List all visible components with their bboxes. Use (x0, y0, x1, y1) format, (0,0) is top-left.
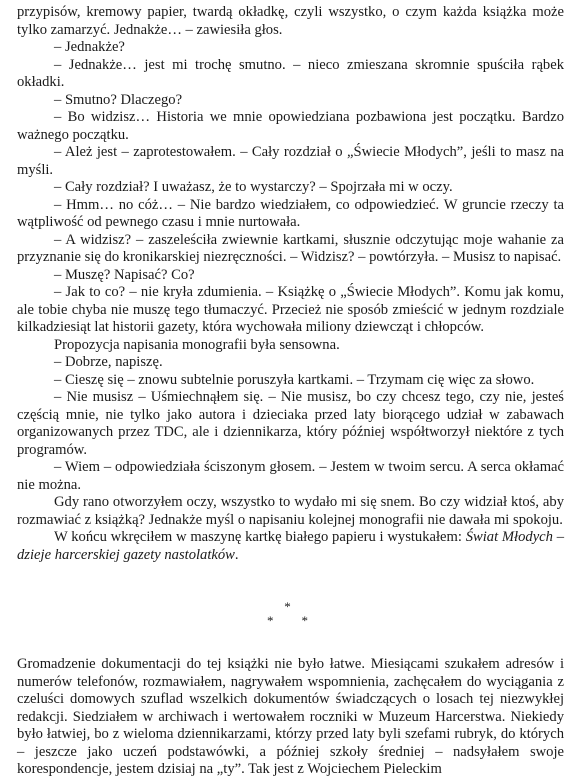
next-section-body (17, 656, 564, 779)
paragraph: – Dobrze, napiszę. (54, 354, 163, 370)
paragraph: – Ależ jest – zaprotestowałem. – Cały rozdział o „Świecie Młodych”, jeśli to masz na myśli. (17, 144, 564, 178)
paragraph: – Bo widzisz… Historia we mnie opowiedziana pozbawiona jest początku. Bardzo ważnego początku. (17, 109, 564, 143)
paragraph: – Wiem – odpowiedziała ściszonym głosem. – Jestem w twoim sercu. A serca okłamać nie można. (17, 459, 564, 493)
paragraph: – Cieszę się – znowu subtelnie poruszyła kartkami. – Trzymam cię więc za słowo. (54, 371, 535, 388)
paragraph: – Cały rozdział? I uważasz, że to wystarczy? – Spojrzała mi w oczy. (54, 179, 453, 195)
final-line-lead: W końcu wkręciłem w maszynę kartkę białego papieru i wystukałem: (54, 529, 466, 545)
chapter-body (17, 4, 564, 564)
asterisk: * (267, 613, 274, 628)
final-line-end: . (234, 546, 239, 563)
asterisk: * (301, 613, 308, 628)
paragraph: – A widzisz? – zaszeleściła zwiewnie kartkami, słusznie odczytując moje wahanie za przyznanie się do kronikarskiej niezręczności. – Widzisz? – powtórzyła. – Musisz to napisać. (17, 231, 564, 265)
section-break-ornament (0, 600, 575, 628)
paragraph: Propozycja napisania monografii była sensowna. (54, 336, 340, 353)
paragraph-final (17, 529, 564, 564)
paragraph: Gdy rano otworzyłem oczy, wszystko to wydało mi się snem. Bo czy widział ktoś, aby rozmawiać z książką? Jednakże myśl o napisaniu kolejnej monografii nie dawała mi spokoju. (17, 494, 564, 528)
paragraph: Gromadzenie dokumentacji do tej książki nie było łatwe. Miesiącami szukałem adresów i numerów telefonów, rozmawiałem, nagrywałem wspomnienia, zachęcałem do wyciągania z czeluści domowych szuflad wszelkich dokumentów świadczących o losach tej niezwykłej redakcji. Siedziałem w archiwach i wertowałem roczniki w Muzeum Harcerstwa. Niekiedy było łatwiej, bo z wieloma dziennikarzami, którzy przed laty byli szefami rubryk, do których – jeszcze jako uczeń podstawówki, a później szkoły średniej – nadsyłałem swoje korespondencje, jestem dzisiaj na „ty”. Tak jest z Wojciechem Pieleckim (17, 656, 564, 777)
paragraph: – Jednakże? (54, 39, 125, 55)
paragraph: – Hmm… no cóż… – Nie bardzo wiedziałem, co odpowiedzieć. W gruncie rzeczy ta wątpliwość od pewnego czasu i mnie nurtowała. (17, 196, 564, 230)
book-title-italic: Świat Młodych – dzieje harcerskiej gazety nastolatków (17, 529, 564, 563)
paragraph: – Muszę? Napisać? Co? (54, 266, 195, 283)
paragraph: przypisów, kremowy papier, twardą okładkę, czyli wszystko, o czym każda książka może tylko zamarzyć. Jednakże… – zawiesiła głos. (17, 4, 564, 38)
paragraph: – Jak to co? – nie kryła zdumienia. – Książkę o „Świecie Młodych”. Komu jak komu, ale tobie chyba nie muszę tego tłumaczyć. Przecież nie sposób zmieścić w jednym rozdziale kilkadziesiąt lat historii gazety, która wychowała miliony dziewcząt i chłopców. (17, 284, 564, 335)
paragraph: – Nie musisz – Uśmiechnąłem się. – Nie musisz, bo czy chcesz tego, czy nie, jesteś częścią mnie, nie tylko jako autora i dzieciaka przed laty biorącego udział w zabawach organizowanych przez TDC, ale i dziennikarza, który później współtworzył niektóre z tych programów. (17, 389, 564, 458)
paragraph: – Jednakże… jest mi trochę smutno. – nieco zmieszana skromnie spuściła rąbek okładki. (17, 56, 564, 90)
paragraph: – Smutno? Dlaczego? (54, 91, 183, 108)
asterisk: * (284, 599, 291, 614)
